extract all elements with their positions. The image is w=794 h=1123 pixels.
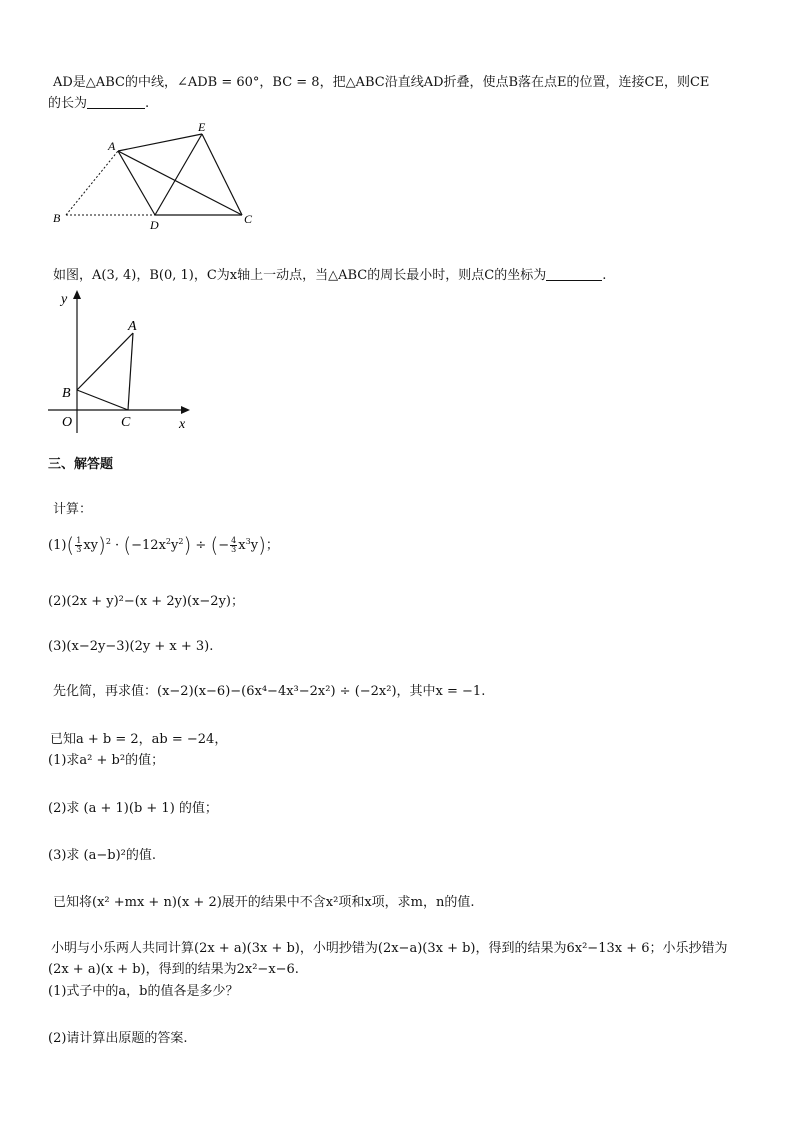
q1-label-d: D — [150, 218, 159, 232]
q1-label-a: A — [108, 139, 116, 153]
q2-segment-ac — [128, 333, 133, 410]
q7-line2: (2x + a)(x + b)，得到的结果为2x²−x−6. — [48, 962, 299, 977]
q1-label-e: E — [198, 120, 206, 134]
q3-item3: (3)(x−2y−3)(2y + x + 3). — [48, 639, 214, 654]
q4-text: 先化简，再求值：(x−2)(x−6)−(6x⁴−4x³−2x²) ÷ (−2x²)，其中x = −1. — [53, 684, 486, 699]
q2-end: . — [602, 268, 607, 283]
q7-line1: 小明与小乐两人共同计算(2x + a)(3x + b)，小明抄错为(2x−a)(3x + b)，得到的结果为6x²−13x + 6；小乐抄错为 — [51, 941, 728, 956]
q5-intro: 已知a + b = 2，ab = −24， — [50, 732, 228, 747]
q1-fold-figure — [48, 118, 263, 233]
q1-label-c: C — [244, 212, 253, 226]
q3-item1: (1)( $\frac{1}{3}$ $xy)^2 \cdot (-12x^2y^2)$ ÷ (− $\frac{4}{3}$ $x^3y$)； — [48, 533, 279, 557]
q2-coordinate-figure — [48, 288, 198, 433]
q3-item1-label: (1) — [48, 538, 67, 553]
q5-item2: (2)求 (a + 1)(b + 1) 的值； — [48, 801, 218, 816]
q2-text-line — [53, 268, 606, 284]
q1-text-line2 — [48, 96, 149, 112]
q2-label-x: x — [179, 417, 186, 432]
q5-item3: (3)求 (a−b)²的值. — [48, 848, 156, 863]
q1-segment-ec — [202, 134, 242, 215]
q7-item1: (1)式子中的a，b的值各是多少？ — [48, 984, 239, 999]
q1-text-b: 的长为 — [48, 96, 88, 111]
q5-item1: (1)求a² + b²的值； — [48, 753, 165, 768]
q2-segment-ba — [77, 333, 133, 390]
q2-text: 如图，A(3, 4)，B(0, 1)，C为x轴上一动点，当△ABC的周长最小时，则点C的坐标为 — [53, 268, 547, 283]
q3-intro: 计算： — [53, 502, 93, 517]
q2-label-c: C — [121, 415, 131, 430]
q2-answer-blank[interactable] — [546, 268, 602, 281]
q1-segment-ae — [118, 134, 202, 151]
q3-item2: (2)(2x + y)²−(x + 2y)(x−2y)； — [48, 594, 244, 609]
q2-label-a: A — [128, 319, 137, 334]
q2-label-b: B — [62, 386, 71, 401]
q2-y-axis-arrow — [73, 290, 81, 299]
q7-item2: (2)请计算出原题的答案. — [48, 1031, 188, 1046]
q1-segment-ba-dashed — [66, 151, 118, 215]
q1-label-b: B — [53, 211, 61, 225]
q2-label-y: y — [61, 292, 68, 307]
q1-end: . — [145, 96, 150, 111]
q2-segment-bc — [77, 390, 128, 410]
q2-x-axis-arrow — [181, 406, 190, 414]
q1-text-a: AD是△ABC的中线，∠ADB = 60°，BC = 8，把△ABC沿直线AD折叠，使点B落在点E的位置，连接CE，则CE — [53, 75, 710, 90]
q1-segment-ed — [155, 134, 202, 215]
q1-text-line1 — [53, 75, 709, 91]
q1-answer-blank[interactable] — [87, 96, 145, 109]
q6-text: 已知将(x² +mx + n)(x + 2)展开的结果中不含x²项和x项，求m，n的值. — [53, 895, 475, 910]
section-title: 三、解答题 — [48, 457, 114, 472]
q2-label-o: O — [62, 415, 73, 430]
